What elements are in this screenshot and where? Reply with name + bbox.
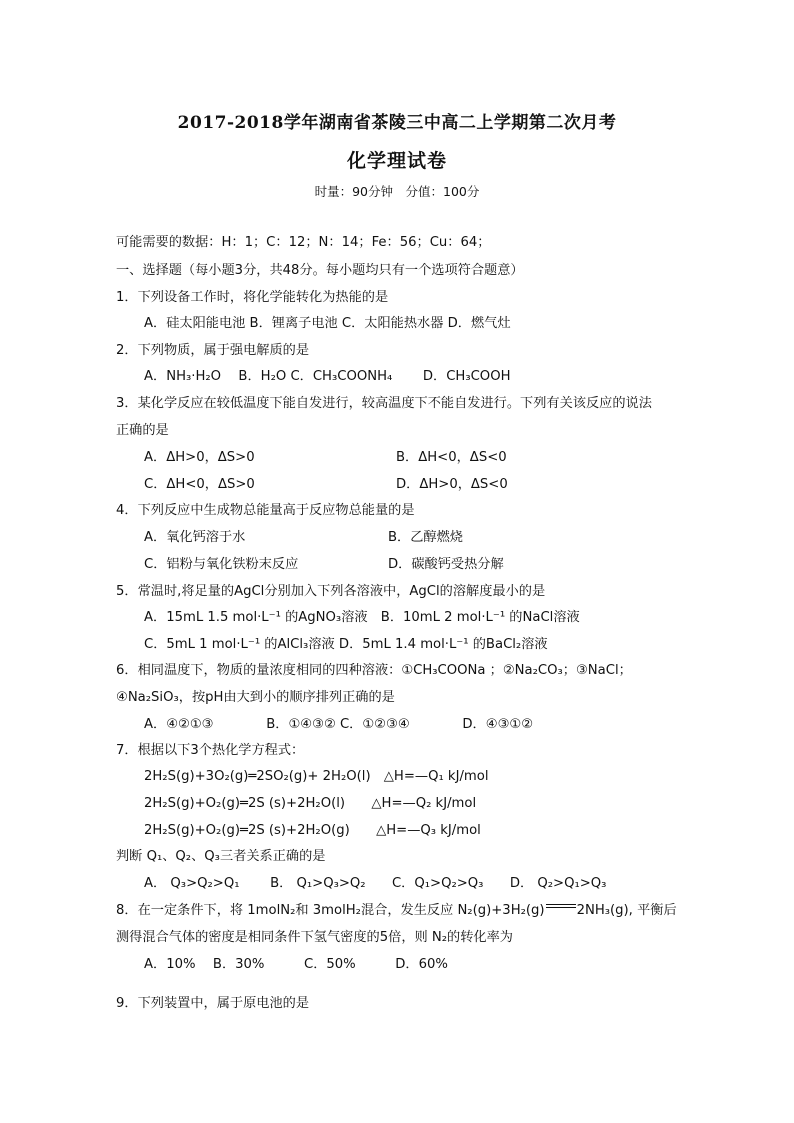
question-6-stem-line-2: ④Na₂SiO₃，按pH由大到小的顺序排列正确的是 xyxy=(116,690,395,705)
question-6-options: A．④②①③ B．①④③② C．①②③④ D．④③①② xyxy=(144,717,534,732)
question-8-stem-part-a: 8．在一定条件下，将 1molN₂和 3molH₂混合，发生反应 N₂(g)+3H₂(g) xyxy=(116,903,545,918)
question-8-options: A．10% B．30% C．50% D．60% xyxy=(144,957,448,972)
question-3-option-c: C．ΔH<0，ΔS>0 xyxy=(144,477,255,492)
question-9-stem: 9．下列装置中，属于原电池的是 xyxy=(116,996,310,1011)
section-heading: 一、选择题（每小题3分，共48分。每小题均只有一个选项符合题意） xyxy=(116,263,524,278)
equilibrium-arrow-icon xyxy=(546,902,576,912)
atomic-masses: 可能需要的数据：H：1；C：12；N：14；Fe：56；Cu：64； xyxy=(116,235,491,250)
question-3-option-b: B．ΔH<0，ΔS<0 xyxy=(396,450,507,465)
question-4-stem: 4．下列反应中生成物总能量高于反应物总能量的是 xyxy=(116,503,415,518)
question-7-equation-3: 2H₂S(g)+O₂(g)═2S (s)+2H₂O(g) △H=—Q₃ kJ/mol xyxy=(144,823,481,838)
question-7-stem: 7．根据以下3个热化学方程式： xyxy=(116,743,305,758)
question-7-judge: 判断 Q₁、Q₂、Q₃三者关系正确的是 xyxy=(116,849,326,864)
question-8-stem-line-1 xyxy=(116,902,677,920)
question-3-stem-line-2: 正确的是 xyxy=(116,423,169,438)
question-8-stem-line-2: 测得混合气体的密度是相同条件下氢气密度的5倍，则 N₂的转化率为 xyxy=(116,930,513,945)
question-8-stem-part-b: 2NH₃(g), 平衡后 xyxy=(576,903,677,918)
question-5-stem: 5．常温时,将足量的AgCl分别加入下列各溶液中，AgCl的溶解度最小的是 xyxy=(116,584,546,599)
question-4-option-a: A．氧化钙溶于水 xyxy=(144,530,246,545)
question-4-option-c: C．铝粉与氧化铁粉末反应 xyxy=(144,557,299,572)
question-1-options: A．硅太阳能电池 B．锂离子电池 C．太阳能热水器 D．燃气灶 xyxy=(144,316,511,331)
question-2-options: A．NH₃·H₂O B．H₂O C．CH₃COONH₄ D．CH₃COOH xyxy=(144,369,511,384)
question-5-options-line-2: C．5mL 1 mol·L⁻¹ 的AlCl₃溶液 D．5mL 1.4 mol·L⁻¹ 的BaCl₂溶液 xyxy=(144,637,548,652)
exam-subtitle: 化学理试卷 xyxy=(346,150,447,172)
question-3-option-d: D．ΔH>0，ΔS<0 xyxy=(396,477,508,492)
question-3-stem-line-1: 3．某化学反应在较低温度下能自发进行，较高温度下不能自发进行。下列有关该反应的说法 xyxy=(116,396,652,411)
question-7-equation-1: 2H₂S(g)+3O₂(g)═2SO₂(g)+ 2H₂O(l) △H=—Q₁ kJ/mol xyxy=(144,769,489,784)
question-4-option-b: B．乙醇燃烧 xyxy=(388,530,463,545)
question-1-stem: 1．下列设备工作时，将化学能转化为热能的是 xyxy=(116,290,389,305)
question-7-options: A． Q₃>Q₂>Q₁ B． Q₁>Q₃>Q₂ C．Q₁>Q₂>Q₃ D． Q₂>Q₁>Q₃ xyxy=(144,876,607,891)
question-7-equation-2: 2H₂S(g)+O₂(g)═2S (s)+2H₂O(l) △H=—Q₂ kJ/mol xyxy=(144,796,477,811)
question-4-option-d: D．碳酸钙受热分解 xyxy=(388,557,504,572)
exam-title: 2017-2018学年湖南省茶陵三中高二上学期第二次月考 xyxy=(177,113,617,133)
question-5-options-line-1: A．15mL 1.5 mol·L⁻¹ 的AgNO₃溶液 B．10mL 2 mol·L⁻¹ 的NaCl溶液 xyxy=(144,610,580,625)
question-6-stem-line-1: 6．相同温度下，物质的量浓度相同的四种溶液：①CH₃COONa ；②Na₂CO₃；③NaCl； xyxy=(116,663,632,678)
exam-meta: 时量：90分钟 分值：100分 xyxy=(314,184,480,199)
question-3-option-a: A．ΔH>0，ΔS>0 xyxy=(144,450,255,465)
question-2-stem: 2．下列物质，属于强电解质的是 xyxy=(116,343,310,358)
